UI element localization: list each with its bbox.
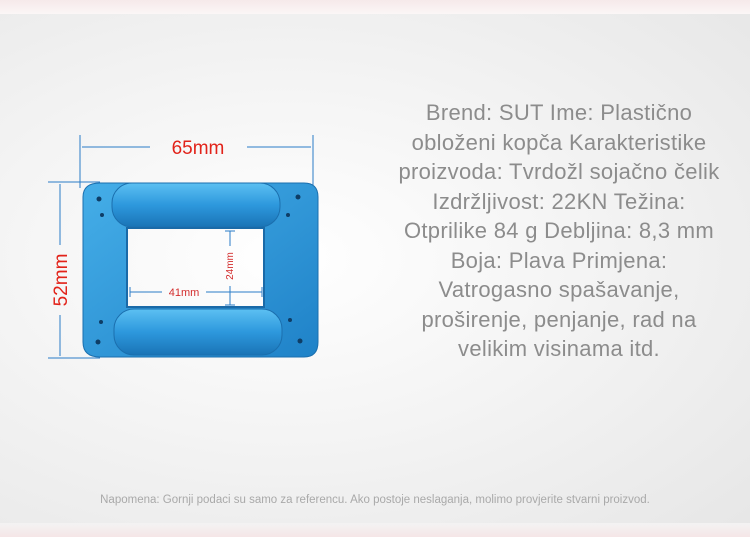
plastic-buckle (83, 183, 318, 357)
inner-width-label: 41mm (168, 287, 200, 299)
width-label: 65mm (171, 138, 225, 159)
inner-height-label: 24mm (225, 252, 236, 280)
disclaimer-note: Napomena: Gornji podaci su samo za referencu. Ako postoje neslaganja, molimo provjerite stvarni proizvod. (100, 494, 650, 506)
product-description: Brend: SUT Ime: Plastično obloženi kopča Karakteristike proizvoda: Tvrdožl sojačno čelik Izdržljivost: 22KN Težina: Otprilike 84 g Debljina: 8,3 mm Boja: Plava Primjena: Vatrogasno spašavanje, proširenje, penjanje, rad na velikim visinama itd. (398, 100, 720, 361)
height-label: 52mm (51, 253, 72, 307)
